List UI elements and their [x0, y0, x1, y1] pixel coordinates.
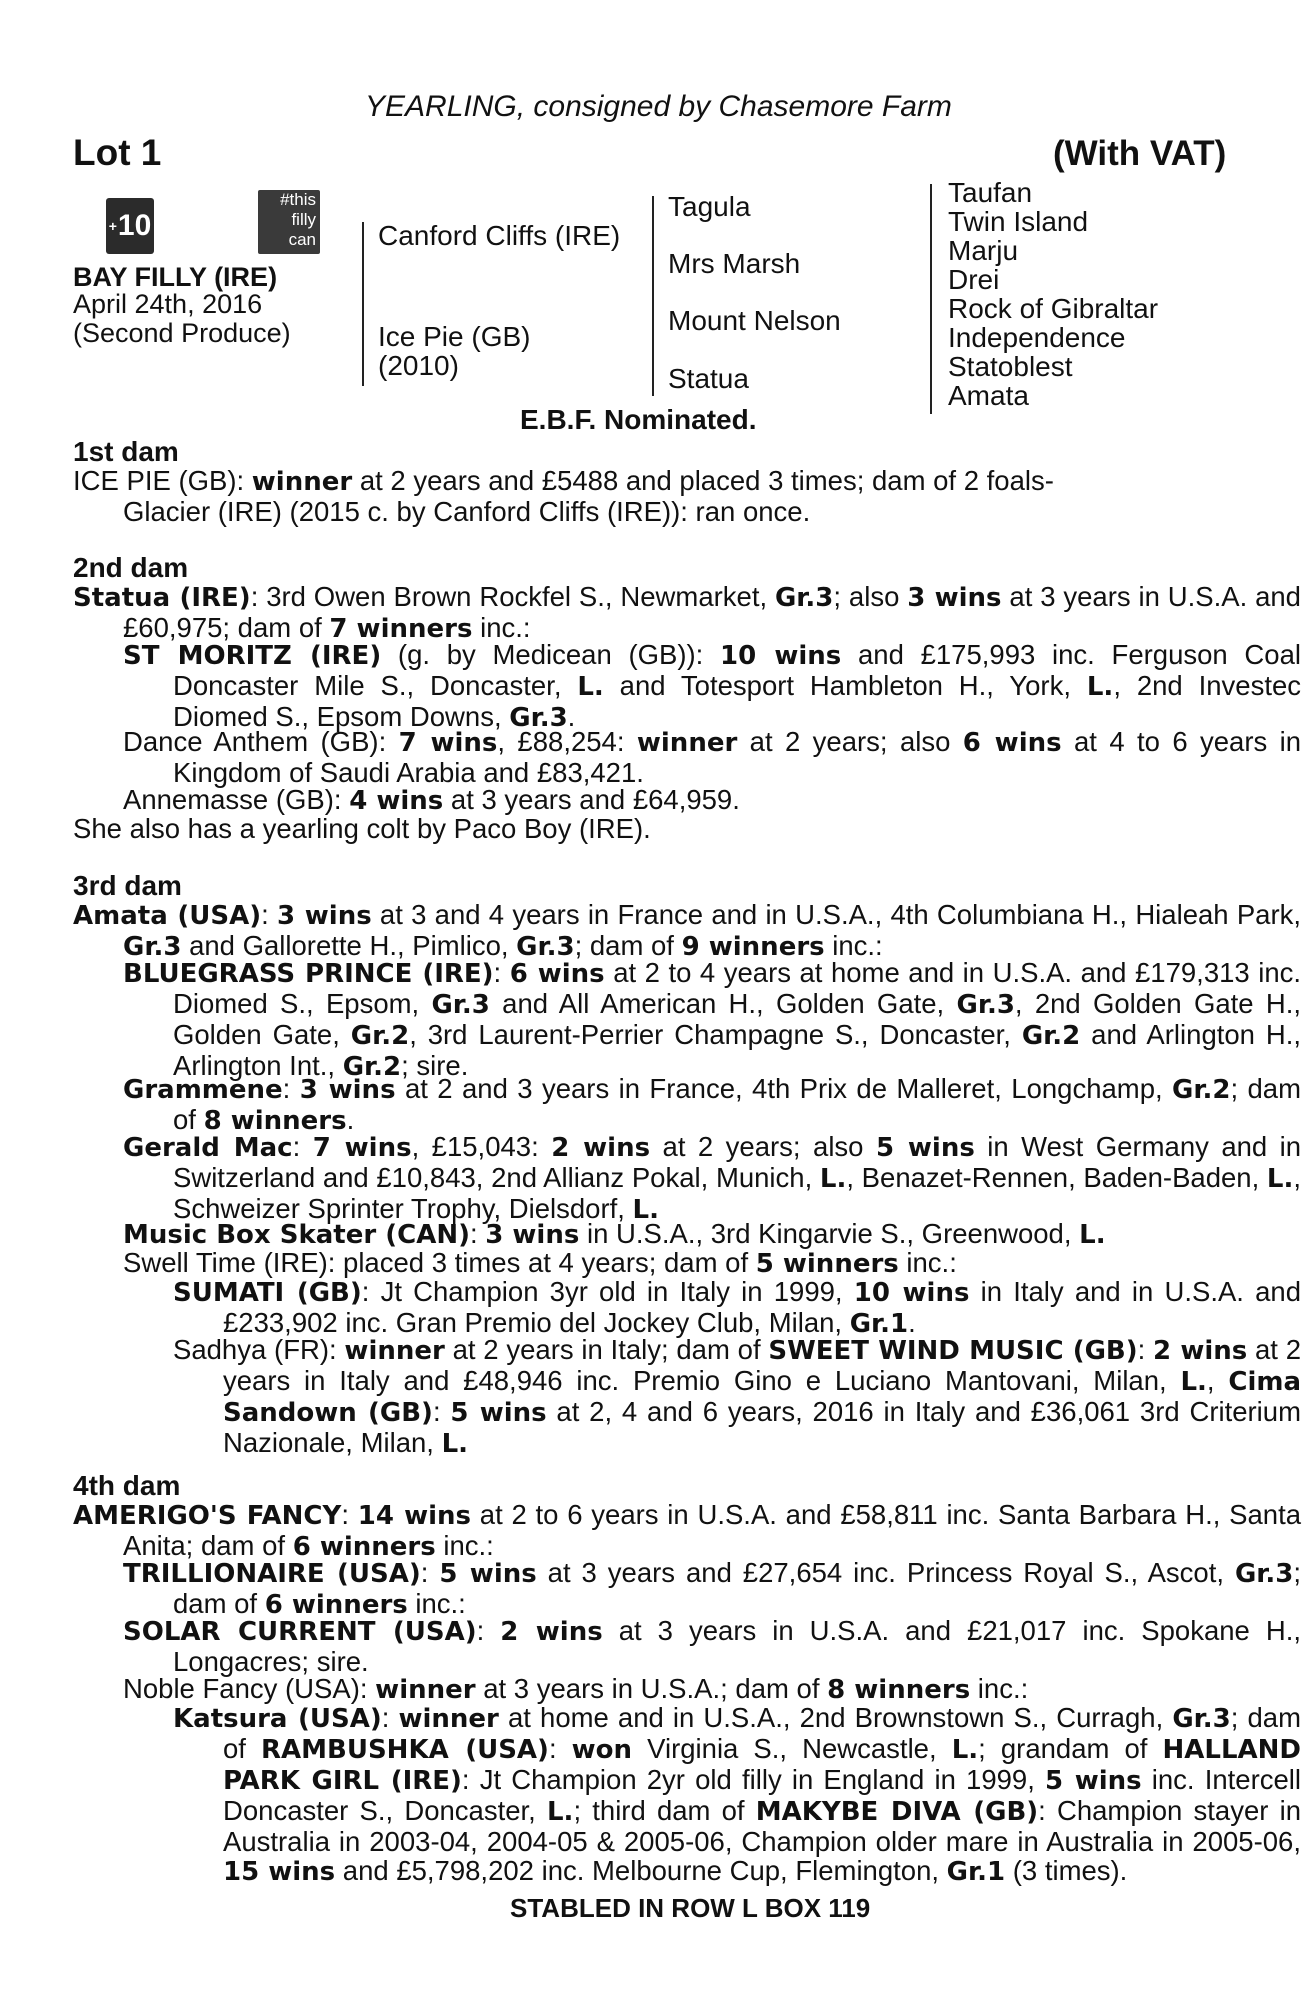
horse-info: April 24th, 2016 (Second Produce)	[73, 289, 291, 348]
second-dam-heading: 2nd dam	[73, 552, 189, 583]
pedigree-sire: Canford Cliffs (IRE)	[378, 220, 621, 251]
pedigree-gen2-2: Mrs Marsh	[668, 248, 801, 279]
first-dam-heading: 1st dam	[73, 436, 179, 467]
lot-number: Lot 1	[73, 132, 162, 173]
pedigree-dam: Ice Pie (GB) (2010)	[378, 321, 531, 381]
ebf-nominated: E.B.F. Nominated.	[520, 404, 757, 435]
third-dam-text: Amata (USA): 3 wins at 3 and 4 years in France and in U.S.A., 4th Columbiana H., Hialeah Park, Gr.3 and Gallorette H., Pimlico, Gr.3; dam of 9 winners inc.:	[73, 899, 1302, 962]
pedigree-gen2-4: Statua	[668, 363, 749, 394]
fourth-dam-heading: 4th dam	[73, 1470, 181, 1501]
consignment-line: YEARLING, consigned by Chasemore Farm	[365, 90, 952, 123]
third-dam-heading: 3rd dam	[73, 870, 182, 901]
vat-label: (With VAT)	[1053, 134, 1227, 173]
horse-name: BAY FILLY (IRE)	[73, 262, 278, 292]
stabling-info: STABLED IN ROW L BOX 119	[510, 1893, 871, 1923]
pedigree-gen2-3: Mount Nelson	[668, 305, 841, 336]
first-dam-text: ICE PIE (GB): winner at 2 years and £5488 and placed 3 times; dam of 2 foals- Glacier (IRE) (2015 c. by Canford Cliffs (IRE)): ran once.	[73, 465, 1054, 527]
plus-ten-logo: + 10	[106, 198, 154, 254]
fourth-dam-text: AMERIGO'S FANCY: 14 wins at 2 to 6 years in U.S.A. and £58,811 inc. Santa Barbara H., Santa Anita; dam of 6 winners inc.:	[73, 1499, 1301, 1562]
pedigree-gen2-1: Tagula	[668, 191, 751, 222]
this-filly-can-logo: #this filly can	[258, 190, 320, 254]
second-dam-text: Statua (IRE): 3rd Owen Brown Rockfel S., Newmarket, Gr.3; also 3 wins at 3 years in U.S.A. and £60,975; dam of 7 winners inc.:	[73, 581, 1301, 644]
pedigree-gen3: Taufan Twin Island Marju Drei Rock of Gibraltar Independence Statoblest Amata	[948, 177, 1159, 411]
